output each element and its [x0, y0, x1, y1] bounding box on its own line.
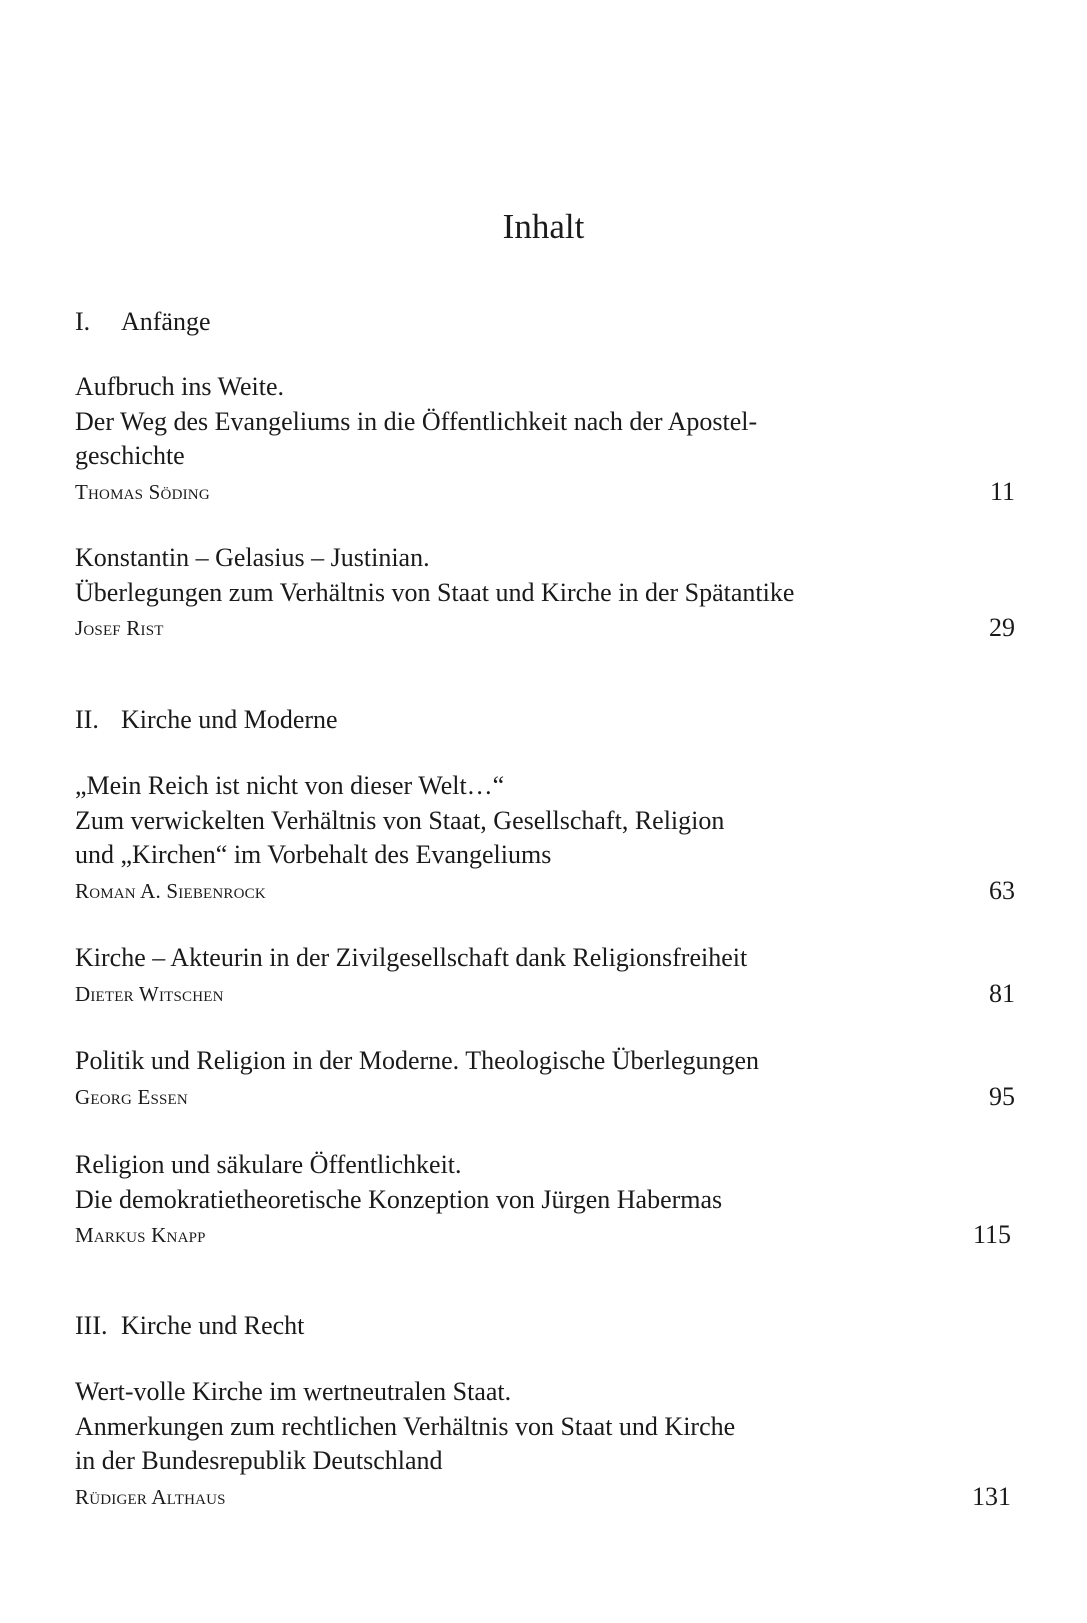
section-number: I.	[75, 307, 91, 336]
entry-title-line: und „Kirchen“ im Vorbehalt des Evangeliums	[75, 840, 552, 869]
section-heading	[75, 703, 338, 737]
entry-title-line: Religion und säkulare Öffentlichkeit.	[75, 1150, 462, 1179]
entry-page-number: 29	[989, 613, 1015, 642]
entry-title-line: in der Bundesrepublik Deutschland	[75, 1446, 443, 1475]
entry-author: Georg Essen	[75, 1084, 188, 1109]
entry-title-line: Der Weg des Evangeliums in die Öffentlichkeit nach der Apostel-	[75, 406, 758, 436]
entry-page-number: 11	[989, 476, 1015, 506]
entry-title-line: Überlegungen zum Verhältnis von Staat und Kirche in der Spätantike	[75, 577, 795, 607]
toc-entry[interactable]	[75, 541, 1015, 645]
section-number: III.	[75, 1311, 108, 1340]
entry-title-line: Die demokratietheoretische Konzeption von Jürgen Habermas	[75, 1184, 723, 1214]
toc-entry[interactable]	[75, 1044, 1015, 1114]
section-number: II.	[75, 705, 99, 734]
toc-entry[interactable]	[75, 941, 1015, 1011]
entry-title-line: Anmerkungen zum rechtlichen Verhältnis von Staat und Kirche	[75, 1411, 736, 1441]
entry-author: Thomas Söding	[75, 479, 210, 504]
section-label: Kirche und Moderne	[121, 705, 338, 734]
entry-page-number: 63	[989, 875, 1015, 905]
page-title: Inhalt	[502, 207, 585, 246]
entry-page-number: 81	[989, 978, 1015, 1008]
entry-title-line: Zum verwickelten Verhältnis von Staat, Gesellschaft, Religion	[75, 805, 725, 835]
section-heading	[75, 1309, 304, 1343]
entry-page-number: 95	[989, 1081, 1015, 1111]
toc-entry[interactable]	[75, 1375, 1015, 1514]
entry-author: Markus Knapp	[75, 1223, 206, 1247]
entry-page-number: 131	[972, 1481, 1011, 1511]
toc-entry[interactable]	[75, 1148, 1015, 1252]
entry-title-line: Konstantin – Gelasius – Justinian.	[75, 543, 430, 572]
entry-author: Roman A. Siebenrock	[75, 878, 266, 903]
toc-entry[interactable]	[75, 370, 1015, 509]
entry-author: Rüdiger Althaus	[75, 1484, 226, 1509]
entry-title-line: Wert-volle Kirche im wertneutralen Staat.	[75, 1377, 512, 1406]
entry-title-line: geschichte	[75, 441, 185, 470]
section-label: Anfänge	[121, 307, 211, 336]
toc-entry[interactable]	[75, 769, 1015, 908]
section-heading	[75, 305, 211, 339]
entry-title-line: Aufbruch ins Weite.	[75, 372, 284, 401]
entry-author: Josef Rist	[75, 616, 164, 640]
entry-title-line: Politik und Religion in der Moderne. Theologische Überlegungen	[75, 1046, 760, 1075]
entry-page-number: 115	[972, 1220, 1011, 1249]
entry-title-line: Kirche – Akteurin in der Zivilgesellschaft dank Religionsfreiheit	[75, 943, 748, 972]
entry-title-line: „Mein Reich ist nicht von dieser Welt…“	[75, 771, 505, 800]
section-label: Kirche und Recht	[121, 1311, 305, 1340]
entry-author: Dieter Witschen	[75, 981, 224, 1006]
